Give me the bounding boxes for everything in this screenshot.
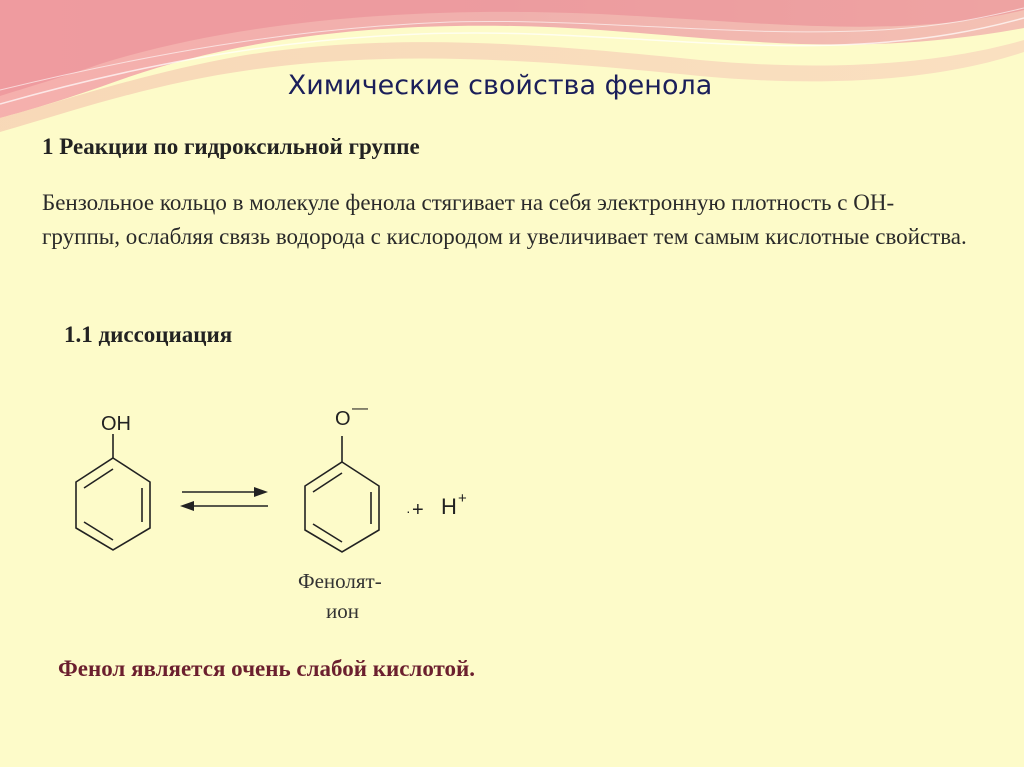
phenol-inner-bond-3 bbox=[84, 522, 113, 540]
phenolate-inner-bond-1 bbox=[313, 473, 342, 492]
plus-sign: + bbox=[412, 499, 424, 521]
phenolate-caption-line1: Фенолят- bbox=[298, 569, 382, 593]
forward-arrow-head bbox=[254, 487, 268, 497]
phenol-molecule bbox=[76, 413, 150, 550]
phenol-oh-label: OH bbox=[101, 413, 131, 435]
reverse-arrow-head bbox=[180, 501, 194, 511]
phenolate-molecule bbox=[305, 400, 379, 552]
phenolate-charge: — bbox=[352, 400, 368, 417]
phenolate-benzene-ring bbox=[305, 462, 379, 552]
phenol-inner-bond-1 bbox=[84, 469, 113, 488]
phenolate-inner-bond-3 bbox=[313, 524, 342, 542]
proton-charge: + bbox=[458, 490, 467, 507]
slide-title: Химические свойства фенола bbox=[287, 70, 713, 101]
phenol-benzene-ring bbox=[76, 458, 150, 550]
description-paragraph: Бензольное кольцо в молекуле фенола стягивает на себя электронную плотность с ОН-группы, ослабляя связь водорода с кислородом и увеличивает тем самым кислотные свойства. bbox=[42, 190, 967, 249]
phenolate-o-label: O bbox=[335, 408, 351, 430]
conclusion-text: Фенол является очень слабой кислотой. bbox=[58, 656, 476, 681]
stray-dot: · bbox=[406, 503, 411, 519]
proton-label: H bbox=[441, 494, 457, 519]
equilibrium-arrows bbox=[180, 487, 268, 511]
sub-heading: 1.1 диссоциация bbox=[64, 322, 233, 347]
section-heading: 1 Реакции по гидроксильной группе bbox=[42, 134, 420, 159]
phenolate-caption-line2: ион bbox=[326, 599, 359, 623]
